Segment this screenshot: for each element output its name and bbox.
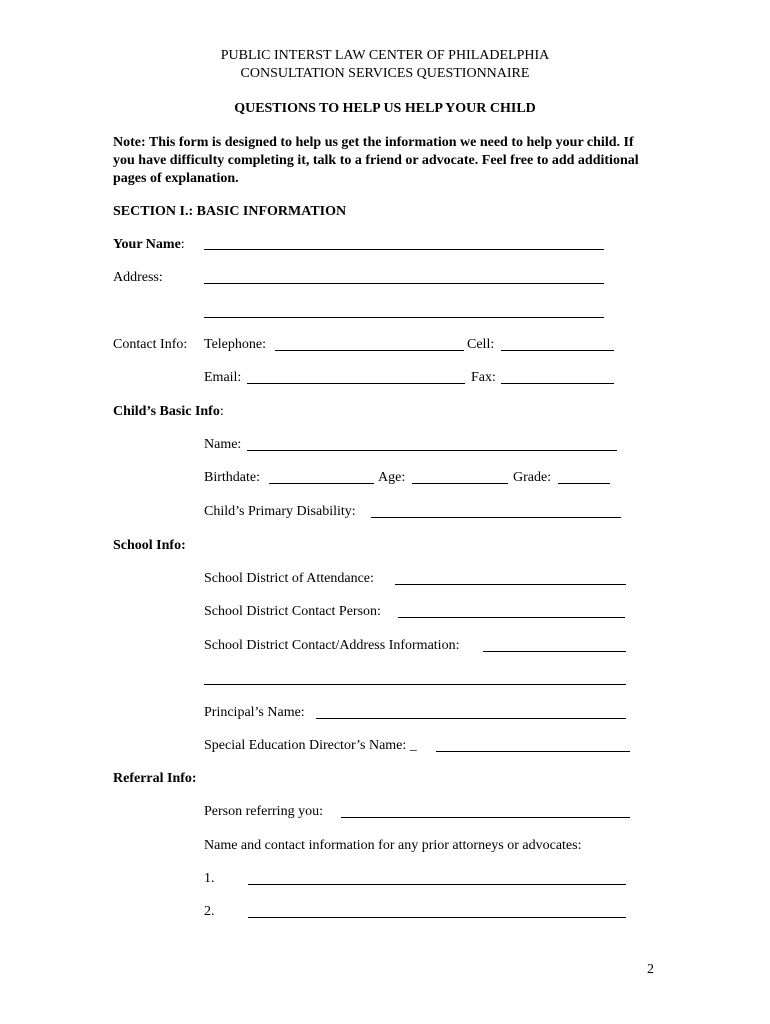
referring-person-label: Person referring you: (204, 804, 323, 819)
cell-field[interactable] (501, 350, 614, 351)
item-number-2: 2. (204, 904, 215, 919)
disability-field[interactable] (371, 517, 621, 518)
sped-underscore: _ (409, 738, 417, 753)
grade-field[interactable] (558, 483, 610, 484)
child-name-field[interactable] (247, 450, 617, 451)
form-title: QUESTIONS TO HELP US HELP YOUR CHILD (234, 101, 536, 116)
child-name-label: Name: (204, 437, 242, 452)
birthdate-label: Birthdate: (204, 470, 260, 485)
telephone-label: Telephone: (204, 337, 266, 352)
address-field-line2[interactable] (204, 317, 604, 318)
prior-attorney-field-1[interactable] (248, 884, 626, 885)
sped-director-label: Special Education Director’s Name: _ (204, 738, 417, 753)
contact-address-field-line1[interactable] (483, 651, 626, 652)
email-field[interactable] (247, 383, 465, 384)
school-district-label: School District of Attendance: (204, 571, 374, 586)
address-field-line1[interactable] (204, 283, 604, 284)
telephone-field[interactable] (275, 350, 464, 351)
grade-label: Grade: (513, 470, 552, 485)
contact-address-field-line2[interactable] (204, 684, 626, 685)
referring-person-field[interactable] (341, 817, 630, 818)
page-number: 2 (647, 962, 654, 977)
school-district-field[interactable] (395, 584, 626, 585)
age-label: Age: (378, 470, 406, 485)
birthdate-field[interactable] (269, 483, 374, 484)
school-info-heading: School Info: (113, 538, 186, 553)
principal-label: Principal’s Name: (204, 705, 305, 720)
prior-attorney-field-2[interactable] (248, 917, 626, 918)
fax-field[interactable] (501, 383, 614, 384)
address-label: Address: (113, 270, 163, 285)
section-heading: SECTION I.: BASIC INFORMATION (113, 204, 347, 219)
email-label: Email: (204, 370, 242, 385)
sped-director-field[interactable] (436, 751, 630, 752)
your-name-label: Your Name: (113, 237, 185, 252)
age-field[interactable] (412, 483, 508, 484)
cell-label: Cell: (467, 337, 495, 352)
referral-info-heading: Referral Info: (113, 771, 197, 786)
prior-attorneys-label: Name and contact information for any prior attorneys or advocates: (204, 838, 582, 853)
form-subtitle: CONSULTATION SERVICES QUESTIONNAIRE (240, 66, 530, 81)
note-paragraph: Note: This form is designed to help us get the information we need to help your child. If you have difficulty completing it, talk to a friend or advocate. Feel free to add additional pages of explanation. (113, 135, 639, 186)
contact-person-field[interactable] (398, 617, 625, 618)
contact-info-label: Contact Info: (113, 337, 188, 352)
principal-field[interactable] (316, 718, 626, 719)
contact-person-label: School District Contact Person: (204, 604, 381, 619)
contact-address-label: School District Contact/Address Information: (204, 638, 460, 653)
disability-label: Child’s Primary Disability: (204, 504, 356, 519)
your-name-field[interactable] (204, 249, 604, 250)
item-number-1: 1. (204, 871, 215, 886)
child-info-heading: Child’s Basic Info: (113, 404, 224, 419)
fax-label: Fax: (471, 370, 496, 385)
org-name: PUBLIC INTERST LAW CENTER OF PHILADELPHIA (220, 48, 550, 63)
